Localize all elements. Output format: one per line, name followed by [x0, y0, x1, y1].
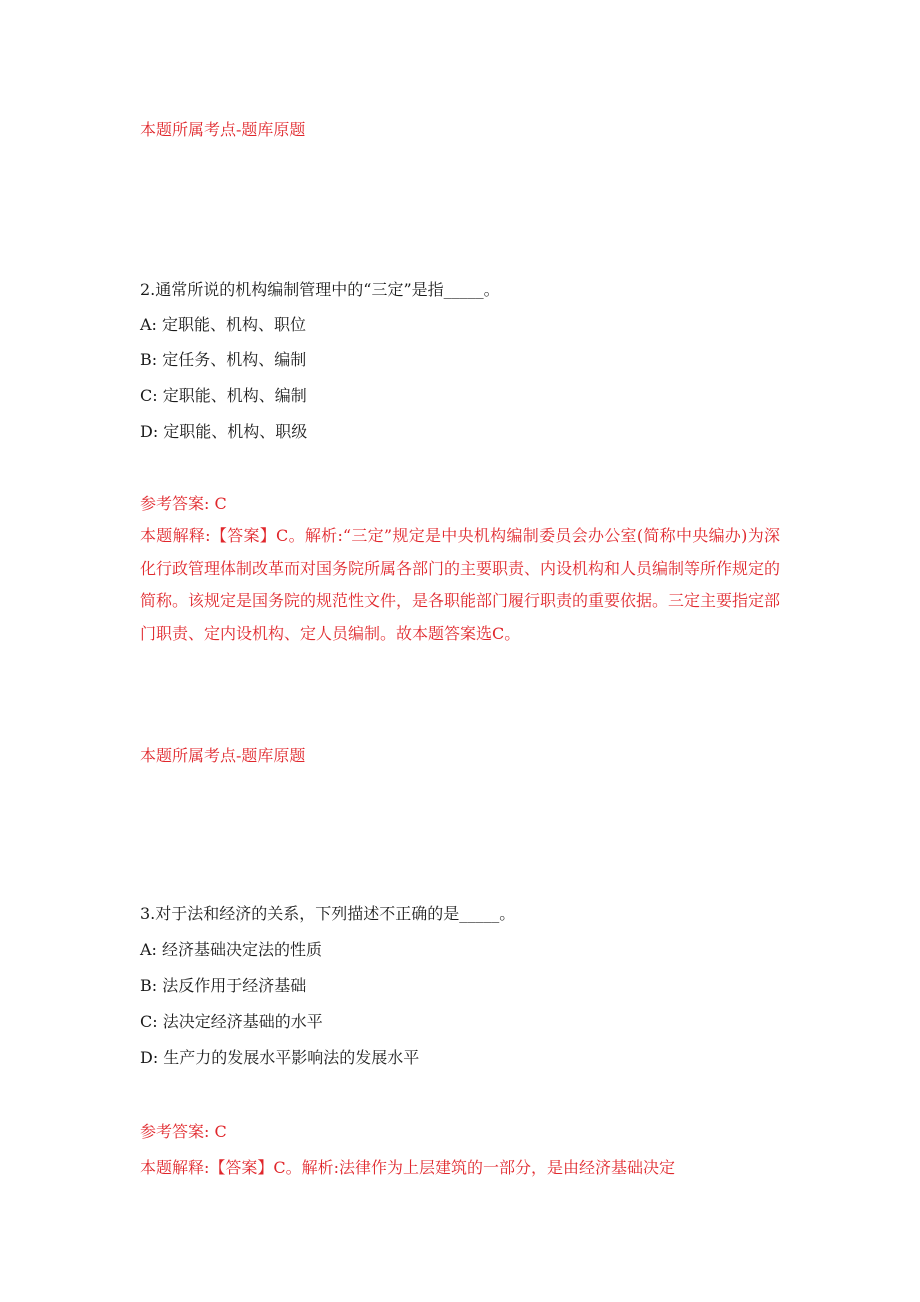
source-note: 本题所属考点-题库原题 — [140, 120, 306, 139]
question-stem: 2.通常所说的机构编制管理中的“三定”是指_____。 — [140, 280, 500, 299]
question-stem: 3.对于法和经济的关系，下列描述不正确的是_____。 — [140, 904, 516, 923]
answer-line: 参考答案: C — [140, 1122, 227, 1141]
option-b: B: 定任务、机构、编制 — [140, 350, 307, 369]
explanation-paragraph: 本题解释:【答案】C。解析:“三定”规定是中央机构编制委员会办公室(简称中央编办)为深化行政管理体制改革而对国务院所属各部门的主要职责、内设机构和人员编制等所作规定的简称。该规定是国务院的规范性文件，是各职能部门履行职责的重要依据。三定主要指定部门职责、定内设机构、定人员编制。故本题答案选C。 — [140, 526, 781, 643]
source-note: 本题所属考点-题库原题 — [140, 746, 306, 765]
explanation-paragraph: 本题解释:【答案】C。解析:法律作为上层建筑的一部分，是由经济基础决定 — [140, 1158, 676, 1177]
option-c: C: 法决定经济基础的水平 — [140, 1012, 323, 1031]
option-a: A: 定职能、机构、职位 — [140, 315, 307, 334]
option-b: B: 法反作用于经济基础 — [140, 976, 307, 995]
option-d: D: 生产力的发展水平影响法的发展水平 — [140, 1048, 420, 1067]
option-d: D: 定职能、机构、职级 — [140, 422, 308, 441]
option-a: A: 经济基础决定法的性质 — [140, 940, 323, 959]
answer-line: 参考答案: C — [140, 494, 227, 513]
option-c: C: 定职能、机构、编制 — [140, 386, 307, 405]
